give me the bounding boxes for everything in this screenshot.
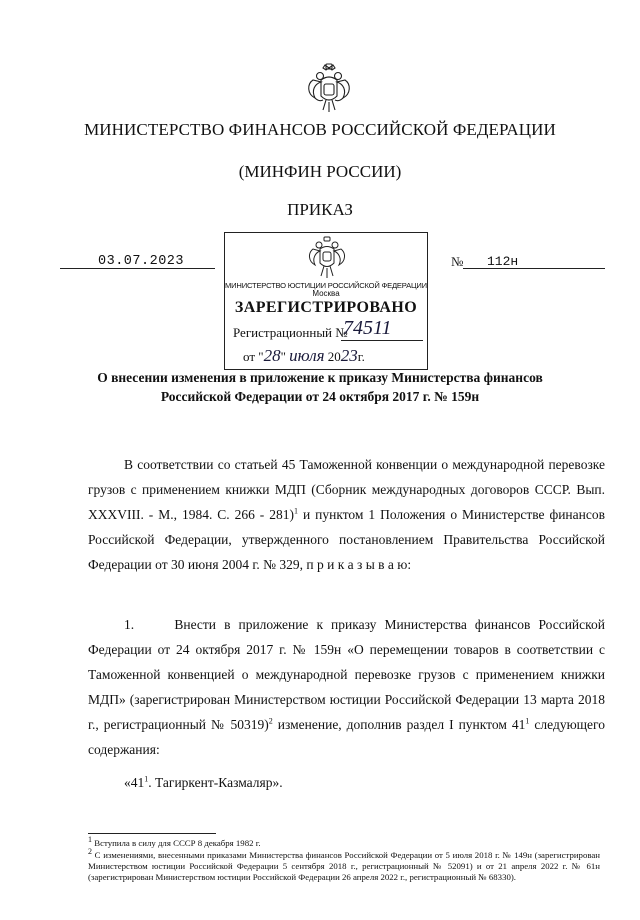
footnote-1-mark: 1	[88, 835, 92, 845]
stamp-registered: ЗАРЕГИСТРИРОВАНО	[234, 299, 418, 316]
title-line-1: О внесении изменения в приложение к приказу Министерства финансов	[97, 370, 543, 385]
p2-mid: изменение, дополнив раздел I пунктом 41	[272, 717, 526, 732]
document-type: ПРИКАЗ	[287, 200, 353, 219]
footnotes	[88, 835, 600, 884]
stamp-date-year: 23	[340, 346, 358, 365]
title-line-2: Российской Федерации от 24 октября 2017 г. № 159н	[160, 389, 480, 404]
stamp-reg-number: 74511	[343, 317, 392, 339]
p3-pre: «41	[124, 775, 145, 790]
footnote-2	[88, 847, 600, 883]
stamp-date-year-prefix: 20	[327, 349, 341, 364]
registration-stamp	[224, 232, 428, 370]
p2-tail: следующего содержания:	[88, 717, 605, 757]
ministry-short-name: (МИНФИН РОССИИ)	[238, 162, 402, 181]
p2-footnote-ref: 2	[268, 716, 273, 726]
footnote-2-text: С изменениями, внесенными приказами Министерства финансов Российской Федерации от 5 июля 2018 г. № 149н (зарегистрирован Министерством юстиции Российской Федерации 5 сентября 2018 г., регистрационный № 52091) и от 21 апреля 2022 г. № 61н (зарегистрирован Министерством юстиции Российской Федерации 26 апреля 2022 г., регистрационный № 68330).	[88, 850, 600, 882]
p3-tail: . Тагиркент-Казмаляр».	[148, 775, 283, 790]
p3-superscript: 1	[144, 774, 149, 784]
date-underline	[60, 268, 215, 269]
body-paragraph-2	[88, 612, 609, 762]
ministry-name: МИНИСТЕРСТВО ФИНАНСОВ РОССИЙСКОЙ ФЕДЕРАЦИИ	[84, 120, 556, 139]
stamp-date	[243, 346, 365, 366]
p2-superscript: 1	[525, 716, 530, 726]
order-number: 112н	[487, 254, 519, 269]
stamp-number-underline	[341, 340, 423, 341]
order-number-label: №	[451, 254, 464, 269]
order-date: 03.07.2023	[98, 254, 185, 269]
p1-text: В соответствии со статьей 45 Таможенной конвенции о международной перевозке грузов с применением книжки МДП (Сборник международных договоров СССР. Вып. XXXVIII. - М., 1984. С. 266 - 281)	[88, 457, 605, 522]
stamp-city: Москва	[312, 289, 340, 298]
stamp-date-day: 28	[263, 346, 281, 365]
coat-of-arms-icon	[305, 62, 353, 114]
stamp-date-prefix: от "	[243, 349, 264, 364]
p1-tail: и пунктом 1 Положения о Министерстве финансов Российской Федерации, утвержденного постановлением Правительства Российской Федерации от 30 июня 2004 г. № 329, п р и к а з ы в а ю:	[88, 507, 605, 572]
stamp-reg-number-label: Регистрационный №	[233, 325, 348, 340]
p1-footnote-ref: 1	[294, 506, 298, 516]
footnote-2-mark: 2	[88, 847, 92, 857]
footnote-separator	[88, 833, 216, 834]
stamp-date-suffix: г.	[357, 349, 365, 364]
footnote-1	[88, 835, 600, 849]
stamp-coat-of-arms-icon	[307, 235, 347, 279]
body-paragraph-1	[88, 452, 605, 577]
number-underline	[463, 268, 605, 269]
footnote-1-text: Вступила в силу для СССР 8 декабря 1982 г.	[92, 838, 261, 848]
p2-text: 1. Внести в приложение к приказу Министерства финансов Российской Федерации от 24 октября 2017 г. № 159н «О перемещении товаров в соответствии с Таможенной конвенцией о международной перевозке грузов с применением книжки МДП» (зарегистрирован Министерством юстиции Российской Федерации 13 марта 2018 г., регистрационный № 50319)	[88, 617, 609, 732]
stamp-organization: МИНИСТЕРСТВО ЮСТИЦИИ РОССИЙСКОЙ ФЕДЕРАЦИИ	[225, 281, 427, 290]
stamp-date-sep: "	[280, 349, 286, 364]
stamp-date-month: июля	[289, 346, 325, 365]
body-paragraph-3	[124, 770, 283, 795]
document-title	[50, 368, 590, 406]
